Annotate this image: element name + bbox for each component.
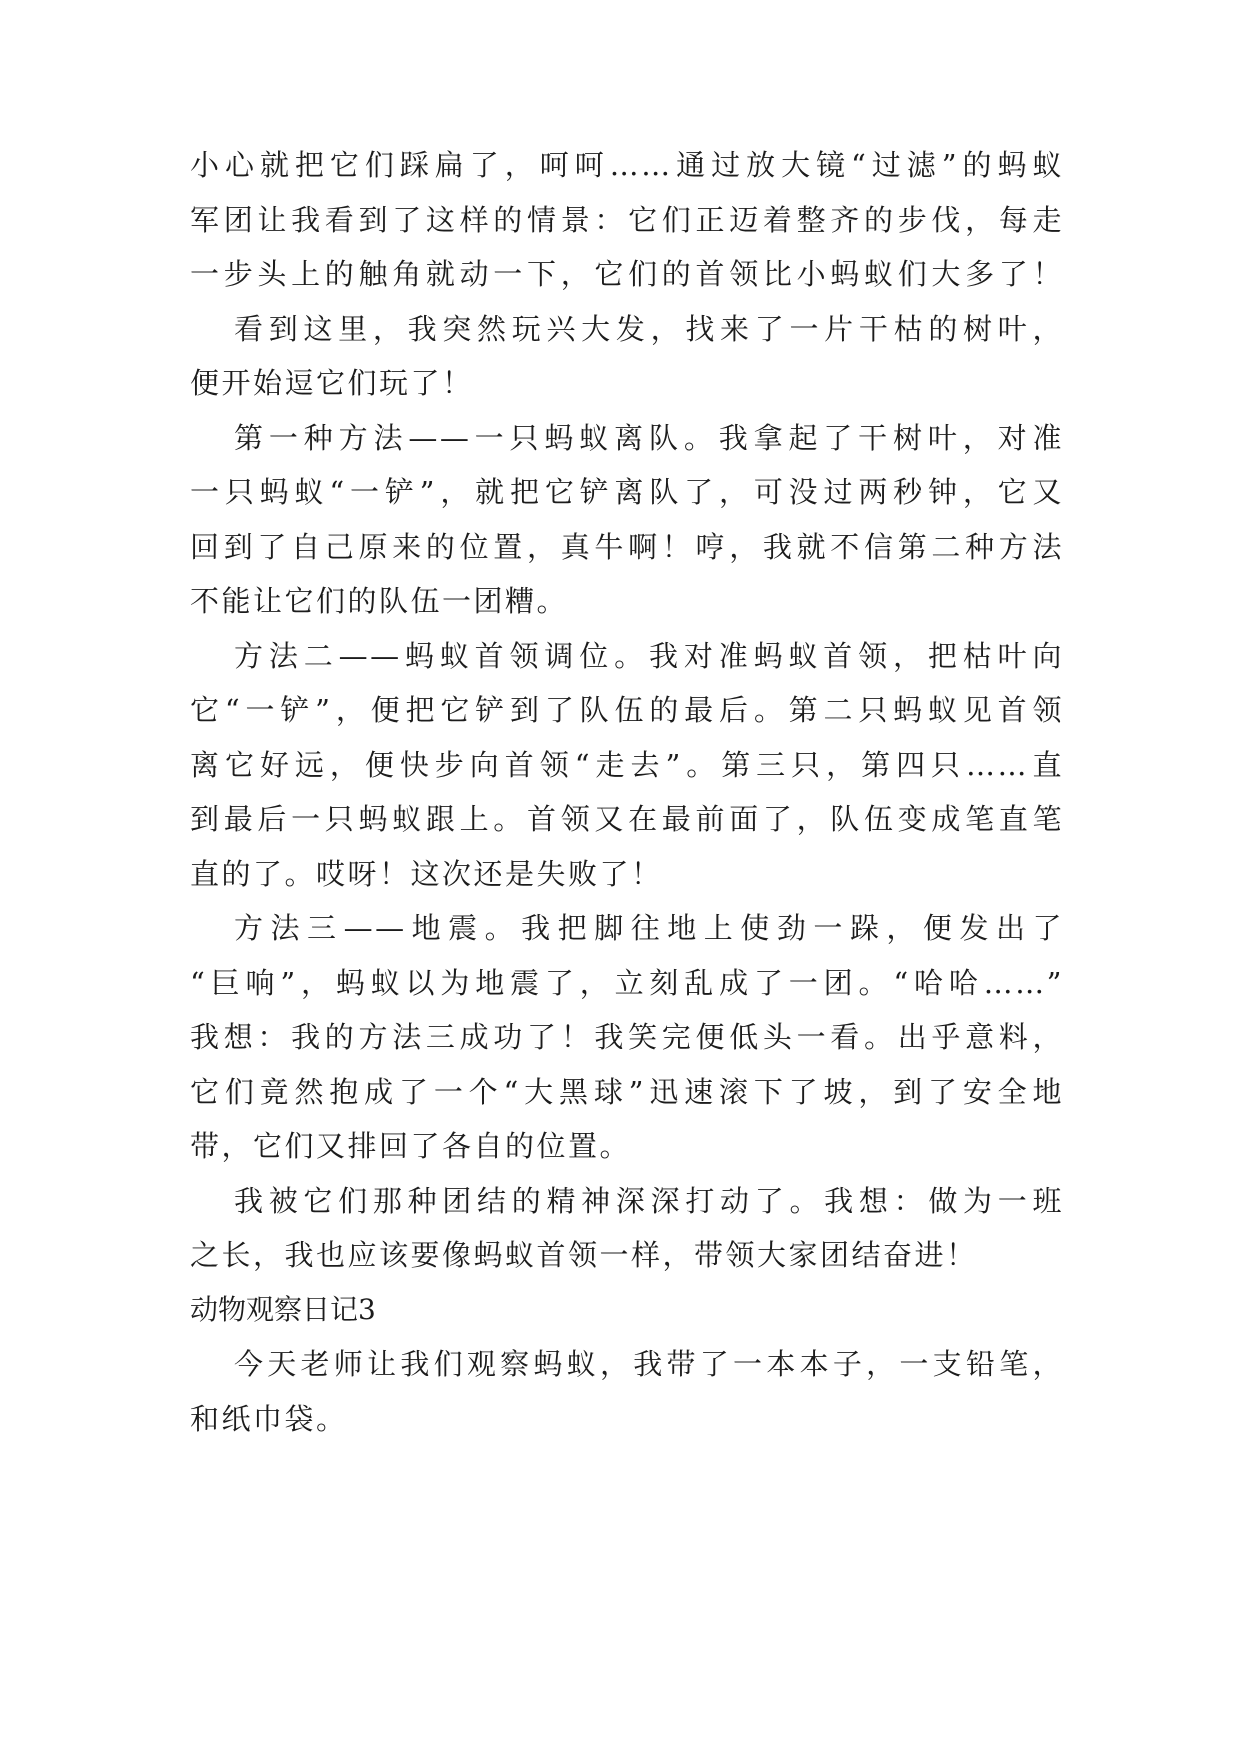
paragraph [190,1337,1064,1446]
section-title: 动物观察日记3 [190,1292,376,1326]
paragraph [190,901,1064,1174]
text-line: 方法二——蚂蚁首领调位。我对准蚂蚁首领，把枯叶向 [234,638,1064,673]
text-line: 之长，我也应该要像蚂蚁首领一样，带领大家团结奋进！ [190,1238,978,1272]
paragraph [190,138,1064,302]
text-line: 方法三——地震。我把脚往地上使劲一跺，便发出了 [234,911,1064,945]
paragraph [190,302,1064,411]
text-line: 便开始逗它们玩了！ [190,366,474,400]
text-line: 我被它们那种团结的精神深深打动了。我想：做为一班 [234,1183,1064,1218]
text-line: 第一种方法——一只蚂蚁离队。我拿起了干树叶，对准 [234,420,1064,455]
paragraph [190,411,1064,629]
document-page [190,138,1064,1446]
text-line: 离它好远，便快步向首领“走去”。第三只，第四只……直 [190,747,1064,782]
text-line: 它们竟然抱成了一个“大黑球”迅速滚下了坡，到了安全地 [190,1074,1064,1109]
text-line: 我想：我的方法三成功了！我笑完便低头一看。出乎意料， [190,1020,1064,1054]
text-line: 带，它们又排回了各自的位置。 [190,1129,632,1163]
text-line: 不能让它们的队伍一团糟。 [190,584,569,618]
paragraph [190,1174,1064,1283]
text-line: 军团让我看到了这样的情景：它们正迈着整齐的步伐，每走 [190,202,1064,237]
text-line: 今天老师让我们观察蚂蚁，我带了一本本子，一支铅笔， [234,1347,1064,1381]
text-line: 直的了。哎呀！这次还是失败了！ [190,856,663,891]
text-line: 和纸巾袋。 [190,1401,348,1436]
text-line: 一步头上的触角就动一下，它们的首领比小蚂蚁们大多了！ [190,257,1064,291]
paragraph [190,629,1064,902]
text-line: “巨响”，蚂蚁以为地震了，立刻乱成了一团。“哈哈……” [190,965,1064,1000]
text-line: 到最后一只蚂蚁跟上。首领又在最前面了，队伍变成笔直笔 [190,802,1064,836]
text-line: 一只蚂蚁“一铲”，就把它铲离队了，可没过两秒钟，它又 [190,475,1064,509]
text-line: 看到这里，我突然玩兴大发，找来了一片干枯的树叶， [234,311,1064,346]
text-line: 回到了自己原来的位置，真牛啊！哼，我就不信第二种方法 [190,529,1064,564]
text-line: 它“一铲”，便把它铲到了队伍的最后。第二只蚂蚁见首领 [190,693,1064,727]
text-line: 小心就把它们踩扁了，呵呵……通过放大镜“过滤”的蚂蚁 [190,148,1064,182]
